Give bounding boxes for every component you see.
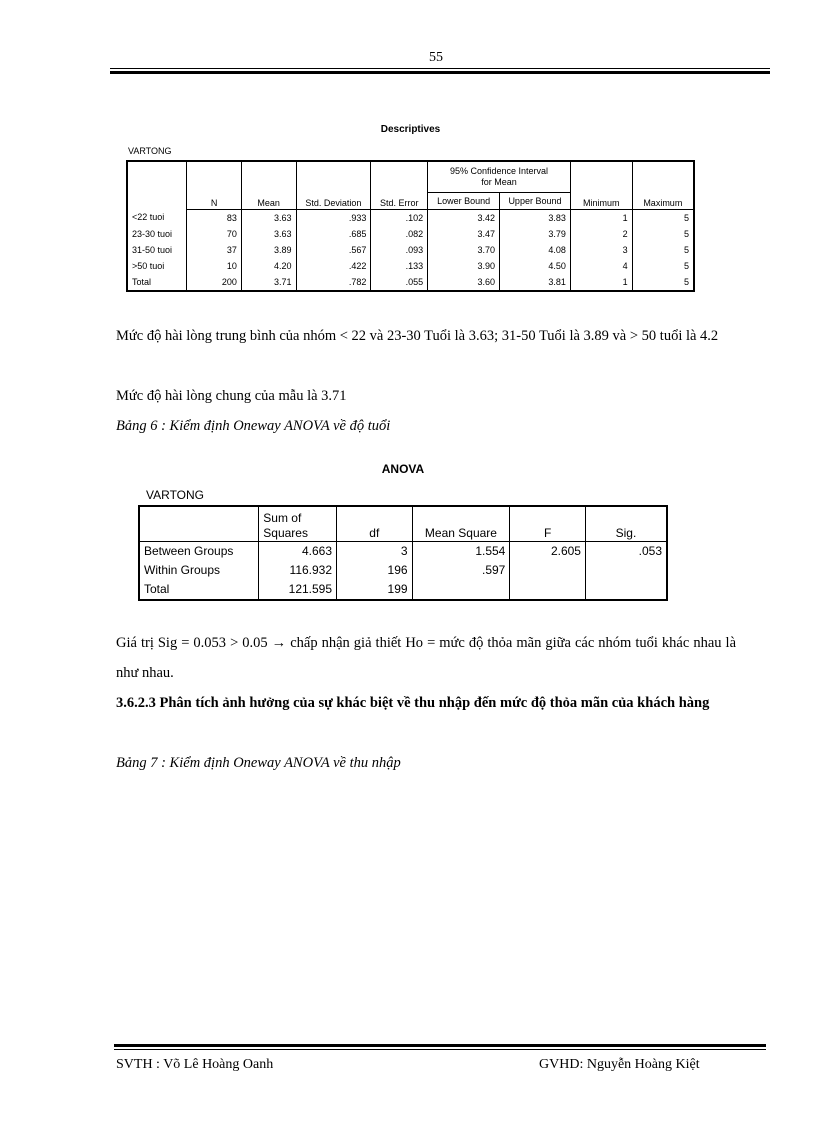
descriptives-variable: VARTONG [128, 146, 172, 156]
cell-mean: 3.63 [241, 210, 296, 227]
row-label: Total [127, 274, 187, 291]
anova-header-row [139, 506, 667, 542]
page-number: 55 [429, 50, 443, 65]
cell-mean: 3.89 [241, 242, 296, 258]
cell-se: .093 [371, 242, 428, 258]
col-header-min: Minimum [570, 161, 632, 210]
table-row [127, 258, 694, 274]
anova-title: ANOVA [381, 462, 425, 476]
cell-upper: 3.83 [500, 210, 571, 227]
cell-f [510, 561, 586, 580]
col-header-ss: Sum of Squares [259, 506, 337, 542]
row-label: 23-30 tuoi [127, 226, 187, 242]
col-header-max: Maximum [632, 161, 694, 210]
cell-max: 5 [632, 210, 694, 227]
row-label: <22 tuoi [127, 210, 187, 227]
cell-ms: .597 [412, 561, 510, 580]
table-row [127, 274, 694, 291]
cell-upper: 3.81 [500, 274, 571, 291]
cell-n: 83 [187, 210, 242, 227]
cell-ss: 121.595 [259, 580, 337, 600]
cell-min: 1 [570, 274, 632, 291]
descriptives-corner-cell [127, 161, 187, 210]
footer-rule-thin [114, 1049, 766, 1050]
cell-sd: .933 [296, 210, 371, 227]
col-header-std-err: Std. Error [371, 161, 428, 210]
cell-min: 1 [570, 210, 632, 227]
cell-upper: 3.79 [500, 226, 571, 242]
cell-sig [585, 561, 667, 580]
cell-upper: 4.08 [500, 242, 571, 258]
col-header-n: N [187, 161, 242, 210]
table-6-caption: Bảng 6 : Kiểm định Oneway ANOVA về độ tuổi [116, 418, 391, 434]
cell-sd: .685 [296, 226, 371, 242]
cell-ms [412, 580, 510, 600]
header-rule-thick [110, 71, 770, 74]
cell-df: 3 [337, 542, 413, 562]
cell-sd: .567 [296, 242, 371, 258]
cell-n: 70 [187, 226, 242, 242]
col-header-df: df [337, 506, 413, 542]
row-label: Between Groups [139, 542, 259, 562]
cell-df: 199 [337, 580, 413, 600]
table-row [127, 210, 694, 227]
cell-min: 3 [570, 242, 632, 258]
anova-variable: VARTONG [146, 488, 205, 502]
descriptives-table [126, 160, 695, 292]
row-label: Total [139, 580, 259, 600]
col-header-ms: Mean Square [412, 506, 510, 542]
cell-sig: .053 [585, 542, 667, 562]
cell-n: 10 [187, 258, 242, 274]
cell-f [510, 580, 586, 600]
cell-max: 5 [632, 226, 694, 242]
cell-ms: 1.554 [412, 542, 510, 562]
row-label: Within Groups [139, 561, 259, 580]
cell-f: 2.605 [510, 542, 586, 562]
descriptives-title: Descriptives [380, 124, 441, 135]
cell-n: 200 [187, 274, 242, 291]
anova-corner-cell [139, 506, 259, 542]
cell-ss: 116.932 [259, 561, 337, 580]
anova-table [138, 505, 668, 601]
col-header-ci: 95% Confidence Interval for Mean [428, 161, 571, 193]
table-row [127, 242, 694, 258]
cell-ss: 4.663 [259, 542, 337, 562]
section-heading: 3.6.2.3 Phân tích ảnh hưởng của sự khác biệt về thu nhập đến mức độ thỏa mãn của khách hàng [116, 695, 710, 711]
cell-max: 5 [632, 258, 694, 274]
table-row [139, 580, 667, 600]
cell-mean: 3.63 [241, 226, 296, 242]
col-header-sig: Sig. [585, 506, 667, 542]
cell-n: 37 [187, 242, 242, 258]
col-header-f: F [510, 506, 586, 542]
cell-mean: 4.20 [241, 258, 296, 274]
descriptives-header-row-1 [127, 161, 694, 193]
cell-lower: 3.60 [428, 274, 500, 291]
table-row [139, 561, 667, 580]
cell-lower: 3.70 [428, 242, 500, 258]
table-7-caption: Bảng 7 : Kiểm định Oneway ANOVA về thu nhập [116, 755, 401, 771]
cell-mean: 3.71 [241, 274, 296, 291]
footer-instructor: GVHD: Nguyễn Hoàng Kiệt [539, 1057, 700, 1072]
cell-lower: 3.47 [428, 226, 500, 242]
cell-min: 4 [570, 258, 632, 274]
cell-lower: 3.42 [428, 210, 500, 227]
cell-max: 5 [632, 242, 694, 258]
body-paragraph-overall: Mức độ hài lòng chung của mẫu là 3.71 [116, 388, 347, 404]
cell-sd: .782 [296, 274, 371, 291]
footer-rule-thick [114, 1044, 766, 1047]
cell-lower: 3.90 [428, 258, 500, 274]
col-header-std-dev: Std. Deviation [296, 161, 371, 210]
cell-se: .102 [371, 210, 428, 227]
table-row [127, 226, 694, 242]
table-row [139, 542, 667, 562]
cell-df: 196 [337, 561, 413, 580]
footer-student: SVTH : Võ Lê Hoàng Oanh [116, 1057, 274, 1072]
cell-max: 5 [632, 274, 694, 291]
cell-min: 2 [570, 226, 632, 242]
col-header-upper: Upper Bound [500, 193, 571, 210]
header-rule-thin [110, 68, 770, 69]
cell-se: .082 [371, 226, 428, 242]
body-paragraph-means: Mức độ hài lòng trung bình của nhóm < 22 và 23-30 Tuổi là 3.63; 31-50 Tuổi là 3.89 và > 50 tuổi là 4.2 [116, 328, 719, 344]
cell-upper: 4.50 [500, 258, 571, 274]
row-label: >50 tuoi [127, 258, 187, 274]
body-paragraph-sig: Giá trị Sig = 0.053 > 0.05 → chấp nhận giả thiết Ho = mức độ thỏa mãn giữa các nhóm tuổi khác nhau là như nhau. [116, 635, 736, 681]
col-header-mean: Mean [241, 161, 296, 210]
cell-sig [585, 580, 667, 600]
cell-se: .055 [371, 274, 428, 291]
row-label: 31-50 tuoi [127, 242, 187, 258]
cell-sd: .422 [296, 258, 371, 274]
cell-se: .133 [371, 258, 428, 274]
col-header-lower: Lower Bound [428, 193, 500, 210]
